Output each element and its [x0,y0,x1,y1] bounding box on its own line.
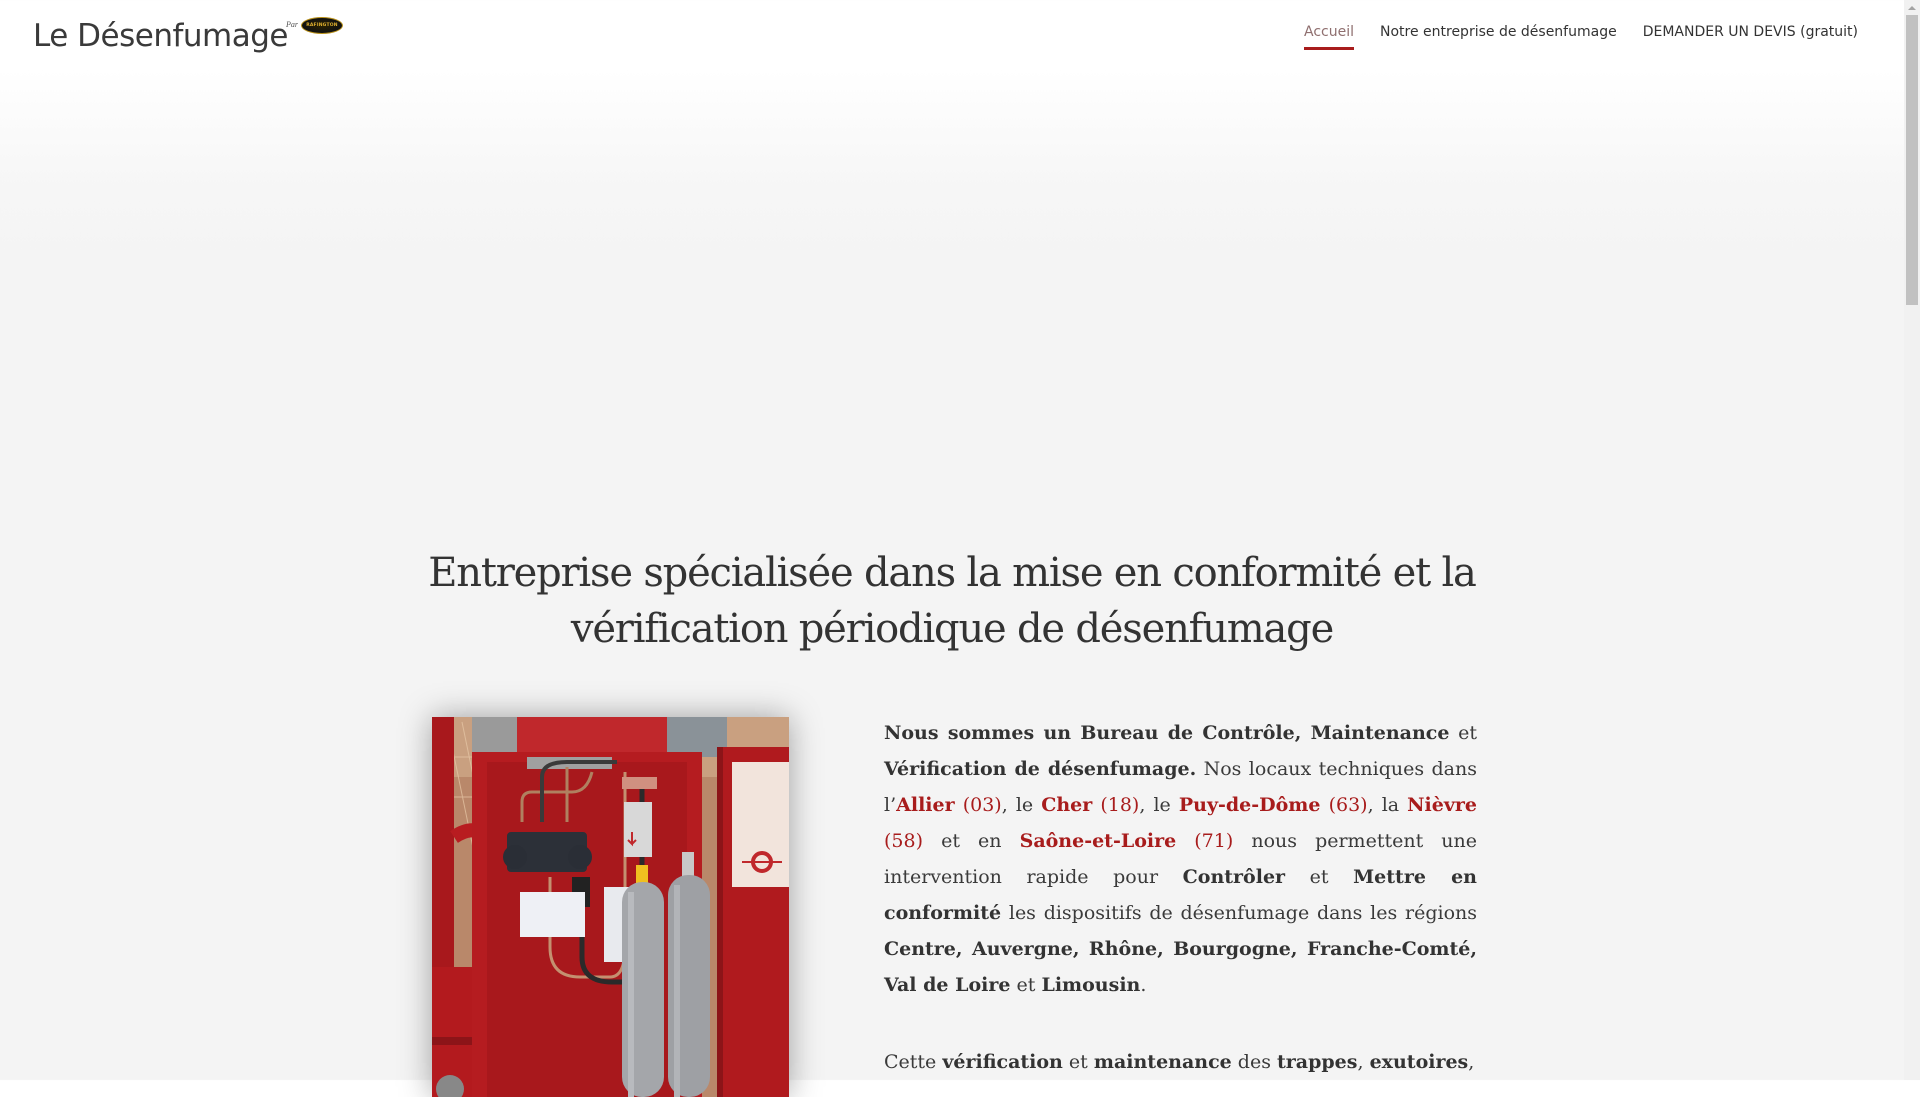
page-scrollbar[interactable] [1904,0,1920,1080]
text: . [1140,974,1147,996]
site-header [0,0,1904,70]
text-bold: maintenance [1093,1051,1232,1073]
text: nous permettent une intervention rapide pour [884,830,1477,888]
link-allier[interactable]: Allier [896,794,955,816]
text: Nos locaux techniques dans l’ [884,758,1477,816]
nav-item-accueil[interactable]: Accueil [1304,22,1354,50]
link-cher[interactable]: Cher [1041,794,1093,816]
logo-by-label: Par [285,20,298,29]
saone-number: (71) [1176,830,1234,852]
scroll-up-arrow-icon[interactable] [1904,2,1920,14]
puy-number: (63) [1320,794,1368,816]
text: et [1062,1051,1094,1073]
second-paragraph [884,1044,1477,1080]
text: et en [923,830,1020,852]
site-logo[interactable] [33,16,343,56]
text-bold: Mettre en conformité [884,866,1477,924]
text: , la [1367,794,1408,816]
logo-text: Le Désenfumage [33,18,288,54]
text: et [1285,866,1354,888]
text-bold: exutoires [1369,1051,1469,1073]
smoke-control-cabinet-image [432,717,789,1097]
link-saone-et-loire[interactable]: Saône-et-Loire [1019,830,1177,852]
scrollbar-thumb[interactable] [1906,15,1918,305]
link-nievre[interactable]: Nièvre [1407,794,1477,816]
cher-number: (18) [1092,794,1140,816]
nav-item-devis[interactable]: DEMANDER UN DEVIS (gratuit) [1642,24,1858,40]
page-title: Entreprise spécialisée dans la mise en conformité et la vérification périodique de désenfumage [428,550,1476,652]
brand-badge-icon: RAFINGTON [301,17,343,34]
text: des [1231,1051,1278,1073]
text: , [1468,1051,1475,1073]
link-puy-de-dome[interactable]: Puy-de-Dôme [1178,794,1321,816]
text-bold: Contrôler [1182,866,1286,888]
text-bold-regions: Centre, Auvergne, Rhône, Bourgogne, Franche-Comté, Val de Loire [884,938,1477,996]
nav-item-entreprise[interactable]: Notre entreprise de désenfumage [1379,24,1617,40]
text: et [1010,974,1042,996]
text: et [1449,722,1478,744]
text: , le [1001,794,1042,816]
text-bold: Vérification de désenfumage. [884,758,1197,780]
cabinet-photo-illustration [432,717,789,1097]
main-nav [1304,22,1858,50]
text: les dispositifs de désenfumage dans les régions [1001,902,1477,924]
nievre-number: (58) [884,830,924,852]
text: , le [1139,794,1179,816]
allier-number: (03) [954,794,1002,816]
text-bold: vérification [942,1051,1063,1073]
text-bold: Limousin [1041,974,1141,996]
text: , [1357,1051,1370,1073]
text-bold: trappes [1277,1051,1358,1073]
text-bold: Nous sommes un Bureau de Contrôle, Maintenance [884,722,1450,744]
intro-paragraph [884,715,1477,1003]
text: Cette [884,1051,943,1073]
